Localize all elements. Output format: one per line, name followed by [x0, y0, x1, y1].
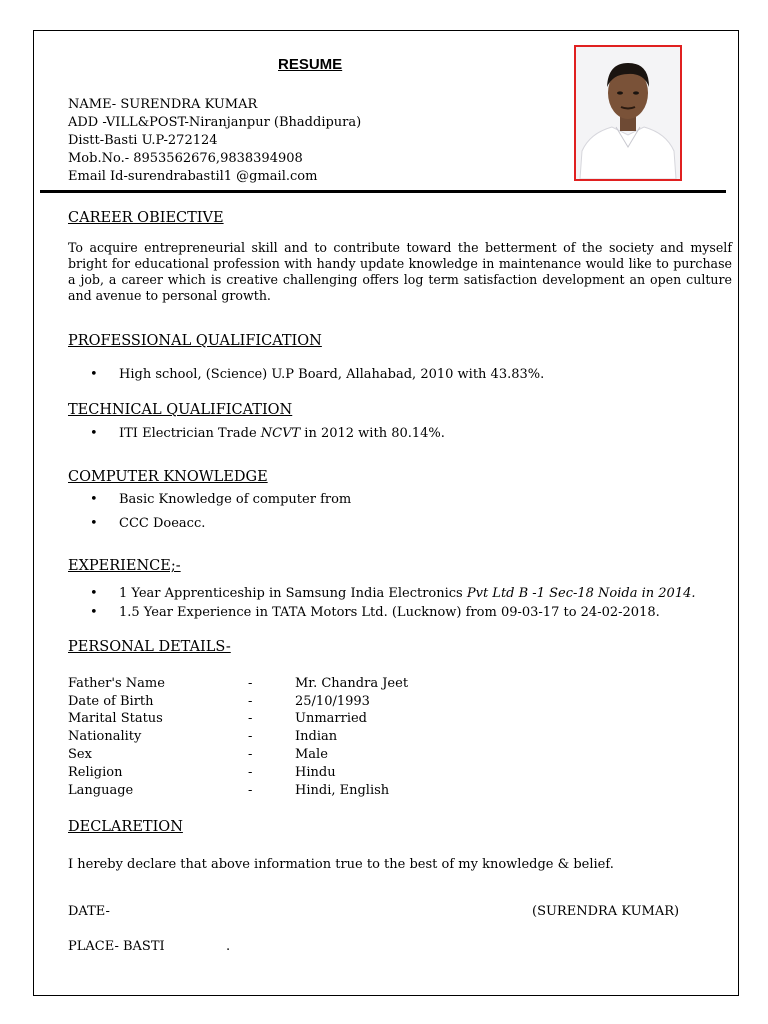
email-line: Email Id-surendrabastil1 @gmail.com — [68, 169, 318, 184]
address-line: ADD -VILL&POST-Niranjanpur (Bhaddipura) — [68, 115, 362, 130]
career-objective-heading: CAREER OBIECTIVE — [68, 210, 224, 226]
detail-key: Sex — [68, 747, 92, 762]
career-objective-text: To acquire entrepreneurial skill and to contribute toward the betterment of the society and myself bright for educational profession with handy update knowledge in maintenance would like to purchase a job, a career which is creative challenging offers log term satisfaction development an open culture and avenue to personal growth. — [68, 240, 732, 303]
detail-value: Mr. Chandra Jeet — [295, 676, 409, 691]
detail-value: Hindi, English — [295, 783, 390, 798]
detail-value: Hindu — [295, 765, 336, 780]
date-label: DATE- — [68, 904, 110, 919]
detail-value: Unmarried — [295, 711, 368, 726]
list-item-text: CCC Doeacc. — [119, 516, 206, 531]
list-item — [90, 516, 205, 531]
personal-detail-row — [68, 783, 389, 798]
list-item-text: Basic Knowledge of computer from — [119, 492, 352, 507]
candidate-name: NAME- SURENDRA KUMAR — [68, 97, 258, 112]
list-item-text: 1.5 Year Experience in TATA Motors Ltd. (Lucknow) from 09-03-17 to 24-02-2018. — [119, 605, 660, 620]
detail-key: Language — [68, 783, 134, 798]
list-item-text: 1 Year Apprenticeship in Samsung India Electronics — [119, 586, 467, 601]
bullet-icon: • — [90, 426, 98, 441]
technical-qualification-heading: TECHNICAL QUALIFICATION — [68, 402, 293, 418]
list-item-text: ITI Electrician Trade — [119, 426, 261, 441]
list-item — [90, 426, 445, 441]
personal-detail-row — [68, 711, 367, 726]
list-item — [90, 605, 660, 620]
detail-separator: - — [248, 729, 253, 744]
header-divider — [40, 190, 726, 193]
mobile-line: Mob.No.- 8953562676,9838394908 — [68, 151, 303, 166]
detail-key: Marital Status — [68, 711, 163, 726]
personal-detail-row — [68, 676, 408, 691]
experience-heading: EXPERIENCE;- — [68, 558, 181, 574]
detail-key: Nationality — [68, 729, 142, 744]
bullet-icon: • — [90, 605, 98, 620]
resume-title: RESUME — [278, 56, 343, 73]
detail-value: Male — [295, 747, 328, 762]
signature-name: (SURENDRA KUMAR) — [532, 904, 680, 919]
detail-value: Indian — [295, 729, 338, 744]
detail-key: Religion — [68, 765, 123, 780]
list-item — [90, 367, 544, 382]
personal-detail-row — [68, 694, 370, 709]
detail-key: Father's Name — [68, 676, 165, 691]
personal-detail-row — [68, 729, 337, 744]
computer-knowledge-heading: COMPUTER KNOWLEDGE — [68, 469, 268, 485]
detail-separator: - — [248, 676, 253, 691]
list-item-text: in 2012 with 80.14%. — [300, 426, 445, 441]
professional-qualification-heading: PROFESSIONAL QUALIFICATION — [68, 333, 322, 349]
bullet-icon: • — [90, 492, 98, 507]
detail-value: 25/10/1993 — [295, 694, 370, 709]
detail-separator: - — [248, 711, 253, 726]
detail-separator: - — [248, 747, 253, 762]
place-label: PLACE- BASTI — [68, 939, 165, 954]
list-item — [90, 492, 351, 507]
bullet-icon: • — [90, 367, 98, 382]
detail-key: Date of Birth — [68, 694, 154, 709]
personal-detail-row — [68, 747, 328, 762]
profile-photo — [574, 45, 682, 181]
declaration-text: I hereby declare that above information true to the best of my knowledge & belief. — [68, 857, 614, 872]
detail-separator: - — [248, 783, 253, 798]
detail-separator: - — [248, 765, 253, 780]
district-line: Distt-Basti U.P-272124 — [68, 133, 218, 148]
list-item-italic: NCVT — [260, 426, 301, 441]
bullet-icon: • — [90, 516, 98, 531]
bullet-icon: • — [90, 586, 98, 601]
list-item-text: High school, (Science) U.P Board, Allahabad, 2010 with 43.83%. — [119, 367, 545, 382]
list-item-italic: Pvt Ltd B -1 Sec-18 Noida in 2014. — [466, 586, 696, 601]
detail-separator: - — [248, 694, 253, 709]
declaration-heading: DECLARETION — [68, 819, 183, 835]
place-dot: . — [226, 939, 231, 954]
list-item — [90, 586, 696, 601]
personal-detail-row — [68, 765, 336, 780]
person-photo-icon — [576, 47, 680, 179]
personal-details-heading: PERSONAL DETAILS- — [68, 639, 231, 655]
